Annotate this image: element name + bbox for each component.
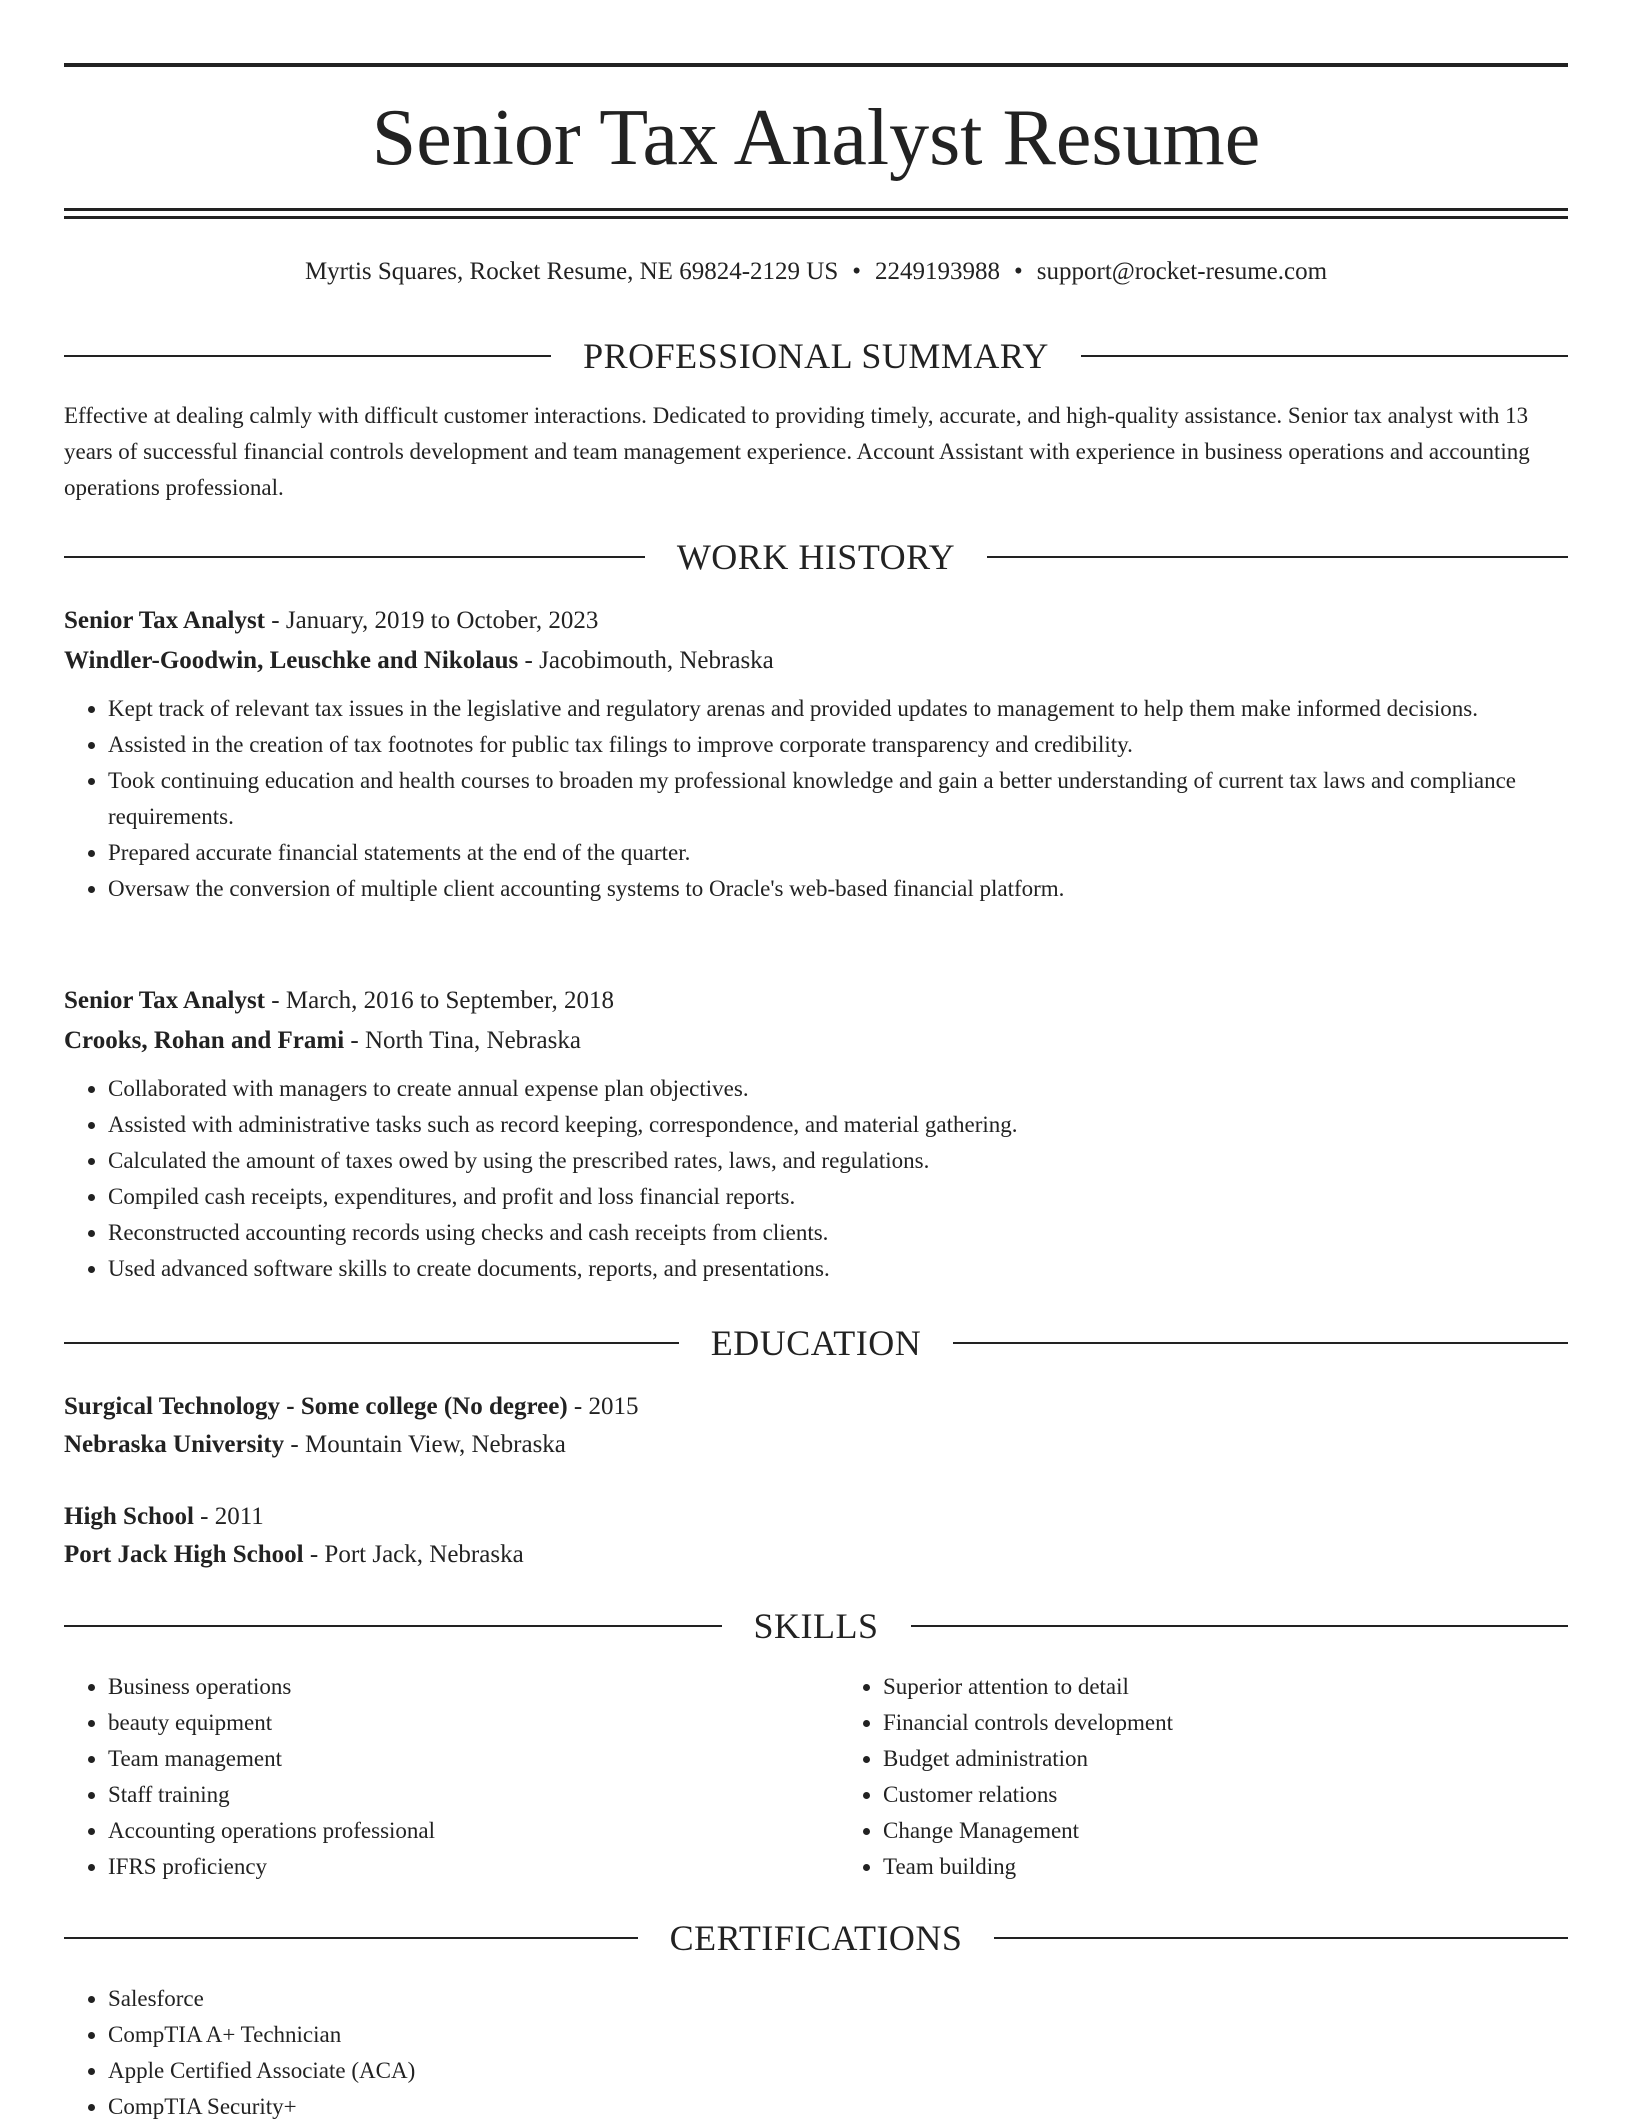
skills-list bbox=[64, 1669, 1568, 1885]
heading-rule bbox=[64, 1937, 638, 1939]
header-top-rule bbox=[64, 63, 1568, 67]
section-heading-skills bbox=[64, 1604, 1568, 1648]
section-label: WORK HISTORY bbox=[676, 537, 956, 577]
certification-item: • Apple Certified Associate (ACA) bbox=[108, 2053, 1568, 2089]
resume-title: Senior Tax Analyst Resume bbox=[371, 94, 1261, 182]
education-year: - 2011 bbox=[193, 1503, 264, 1530]
job-title-line bbox=[64, 981, 1568, 1021]
skill-item: • Staff training bbox=[108, 1777, 793, 1813]
education-year: - 2015 bbox=[567, 1393, 639, 1420]
skill-item: • Team building bbox=[883, 1849, 1568, 1885]
job-title-line bbox=[64, 601, 1568, 641]
education-degree: Surgical Technology - Some college (No degree) bbox=[64, 1393, 568, 1420]
section-heading-certifications bbox=[64, 1916, 1568, 1960]
skill-item: • Accounting operations professional bbox=[108, 1813, 793, 1849]
section-heading-education bbox=[64, 1321, 1568, 1365]
header-double-rule-upper bbox=[64, 208, 1568, 211]
professional-summary-text: Effective at dealing calmly with difficult customer interactions. Dedicated to providing timely, accurate, and high-quality assistance. Senior tax analyst with 13 years of successful financial controls development and team management experience. Account Assistant with experience in business operations and accounting operations professional. bbox=[64, 403, 1530, 500]
contact-line bbox=[64, 254, 1568, 290]
education-school-line bbox=[64, 1536, 1568, 1574]
job-bullet: • Calculated the amount of taxes owed by using the prescribed rates, laws, and regulations. bbox=[108, 1143, 1568, 1179]
job-bullets bbox=[64, 691, 1568, 907]
education-school-line bbox=[64, 1426, 1568, 1464]
job-bullet: • Took continuing education and health courses to broaden my professional knowledge and gain a better understanding of current tax laws and compliance requirements. bbox=[108, 763, 1568, 835]
education-degree-line bbox=[64, 1498, 1568, 1536]
job-company-line bbox=[64, 641, 1568, 681]
heading-rule bbox=[994, 1937, 1568, 1939]
contact-address: Myrtis Squares, Rocket Resume, NE 69824-2129 US bbox=[304, 258, 839, 285]
job-location: - Jacobimouth, Nebraska bbox=[518, 647, 774, 674]
job-bullet: • Collaborated with managers to create annual expense plan objectives. bbox=[108, 1071, 1568, 1107]
section-heading-summary bbox=[64, 334, 1568, 378]
certifications-bullets bbox=[64, 1981, 1568, 2125]
contact-phone: 2249193988 bbox=[875, 258, 1000, 285]
section-label: EDUCATION bbox=[710, 1323, 922, 1363]
skill-item: • Customer relations bbox=[883, 1777, 1568, 1813]
certifications-list bbox=[64, 1981, 1568, 2125]
job-entry bbox=[64, 601, 1568, 907]
skill-item: • Change Management bbox=[883, 1813, 1568, 1849]
heading-rule bbox=[64, 1625, 722, 1627]
skills-column-left bbox=[64, 1669, 793, 1885]
heading-rule bbox=[64, 355, 551, 357]
job-bullet: • Used advanced software skills to create documents, reports, and presentations. bbox=[108, 1251, 1568, 1287]
skill-item: • Financial controls development bbox=[883, 1705, 1568, 1741]
skill-item: • IFRS proficiency bbox=[108, 1849, 793, 1885]
job-title: Senior Tax Analyst bbox=[64, 607, 266, 634]
education-location: - Mountain View, Nebraska bbox=[284, 1431, 566, 1458]
job-bullet: • Kept track of relevant tax issues in the legislative and regulatory arenas and provided updates to management to help them make informed decisions. bbox=[108, 691, 1568, 727]
job-company-line bbox=[64, 1021, 1568, 1061]
job-bullet: • Prepared accurate financial statements at the end of the quarter. bbox=[108, 835, 1568, 871]
skill-item: • Business operations bbox=[108, 1669, 793, 1705]
job-bullet: • Assisted with administrative tasks such as record keeping, correspondence, and material gathering. bbox=[108, 1107, 1568, 1143]
job-location: - North Tina, Nebraska bbox=[344, 1027, 581, 1054]
skills-column-right bbox=[839, 1669, 1568, 1885]
certification-item: • CompTIA A+ Technician bbox=[108, 2017, 1568, 2053]
header-double-rule-lower bbox=[64, 216, 1568, 219]
heading-rule bbox=[1081, 355, 1568, 357]
certification-item: • Salesforce bbox=[108, 1981, 1568, 2017]
heading-rule bbox=[953, 1342, 1568, 1344]
certification-item: • CompTIA Security+ bbox=[108, 2089, 1568, 2125]
section-label: SKILLS bbox=[753, 1606, 879, 1646]
job-title: Senior Tax Analyst bbox=[64, 987, 266, 1014]
education-entry bbox=[64, 1498, 1568, 1574]
skill-item: • Team management bbox=[108, 1741, 793, 1777]
skill-item: • Budget administration bbox=[883, 1741, 1568, 1777]
section-label: CERTIFICATIONS bbox=[669, 1918, 963, 1958]
education-degree-line bbox=[64, 1388, 1568, 1426]
heading-rule bbox=[64, 556, 645, 558]
section-label: PROFESSIONAL SUMMARY bbox=[583, 336, 1049, 376]
section-heading-work-history bbox=[64, 535, 1568, 579]
job-bullet: • Compiled cash receipts, expenditures, and profit and loss financial reports. bbox=[108, 1179, 1568, 1215]
contact-separator: • bbox=[852, 258, 861, 285]
contact-separator: • bbox=[1014, 258, 1023, 285]
heading-rule bbox=[911, 1625, 1569, 1627]
job-bullet: • Reconstructed accounting records using checks and cash receipts from clients. bbox=[108, 1215, 1568, 1251]
skill-item: • beauty equipment bbox=[108, 1705, 793, 1741]
job-bullets bbox=[64, 1071, 1568, 1287]
education-school: Nebraska University bbox=[64, 1431, 285, 1458]
education-entry bbox=[64, 1388, 1568, 1464]
job-company: Crooks, Rohan and Frami bbox=[64, 1027, 345, 1054]
education-degree: High School bbox=[64, 1503, 194, 1530]
contact-email: support@rocket-resume.com bbox=[1036, 258, 1328, 285]
job-dates: - March, 2016 to September, 2018 bbox=[265, 987, 614, 1014]
heading-rule bbox=[987, 556, 1568, 558]
skill-item: • Superior attention to detail bbox=[883, 1669, 1568, 1705]
job-bullet: • Assisted in the creation of tax footnotes for public tax filings to improve corporate transparency and credibility. bbox=[108, 727, 1568, 763]
job-bullet: • Oversaw the conversion of multiple client accounting systems to Oracle's web-based financial platform. bbox=[108, 871, 1568, 907]
job-dates: - January, 2019 to October, 2023 bbox=[265, 607, 599, 634]
job-entry bbox=[64, 981, 1568, 1287]
heading-rule bbox=[64, 1342, 679, 1344]
education-location: - Port Jack, Nebraska bbox=[303, 1541, 524, 1568]
education-school: Port Jack High School bbox=[64, 1541, 304, 1568]
job-company: Windler-Goodwin, Leuschke and Nikolaus bbox=[64, 647, 519, 674]
